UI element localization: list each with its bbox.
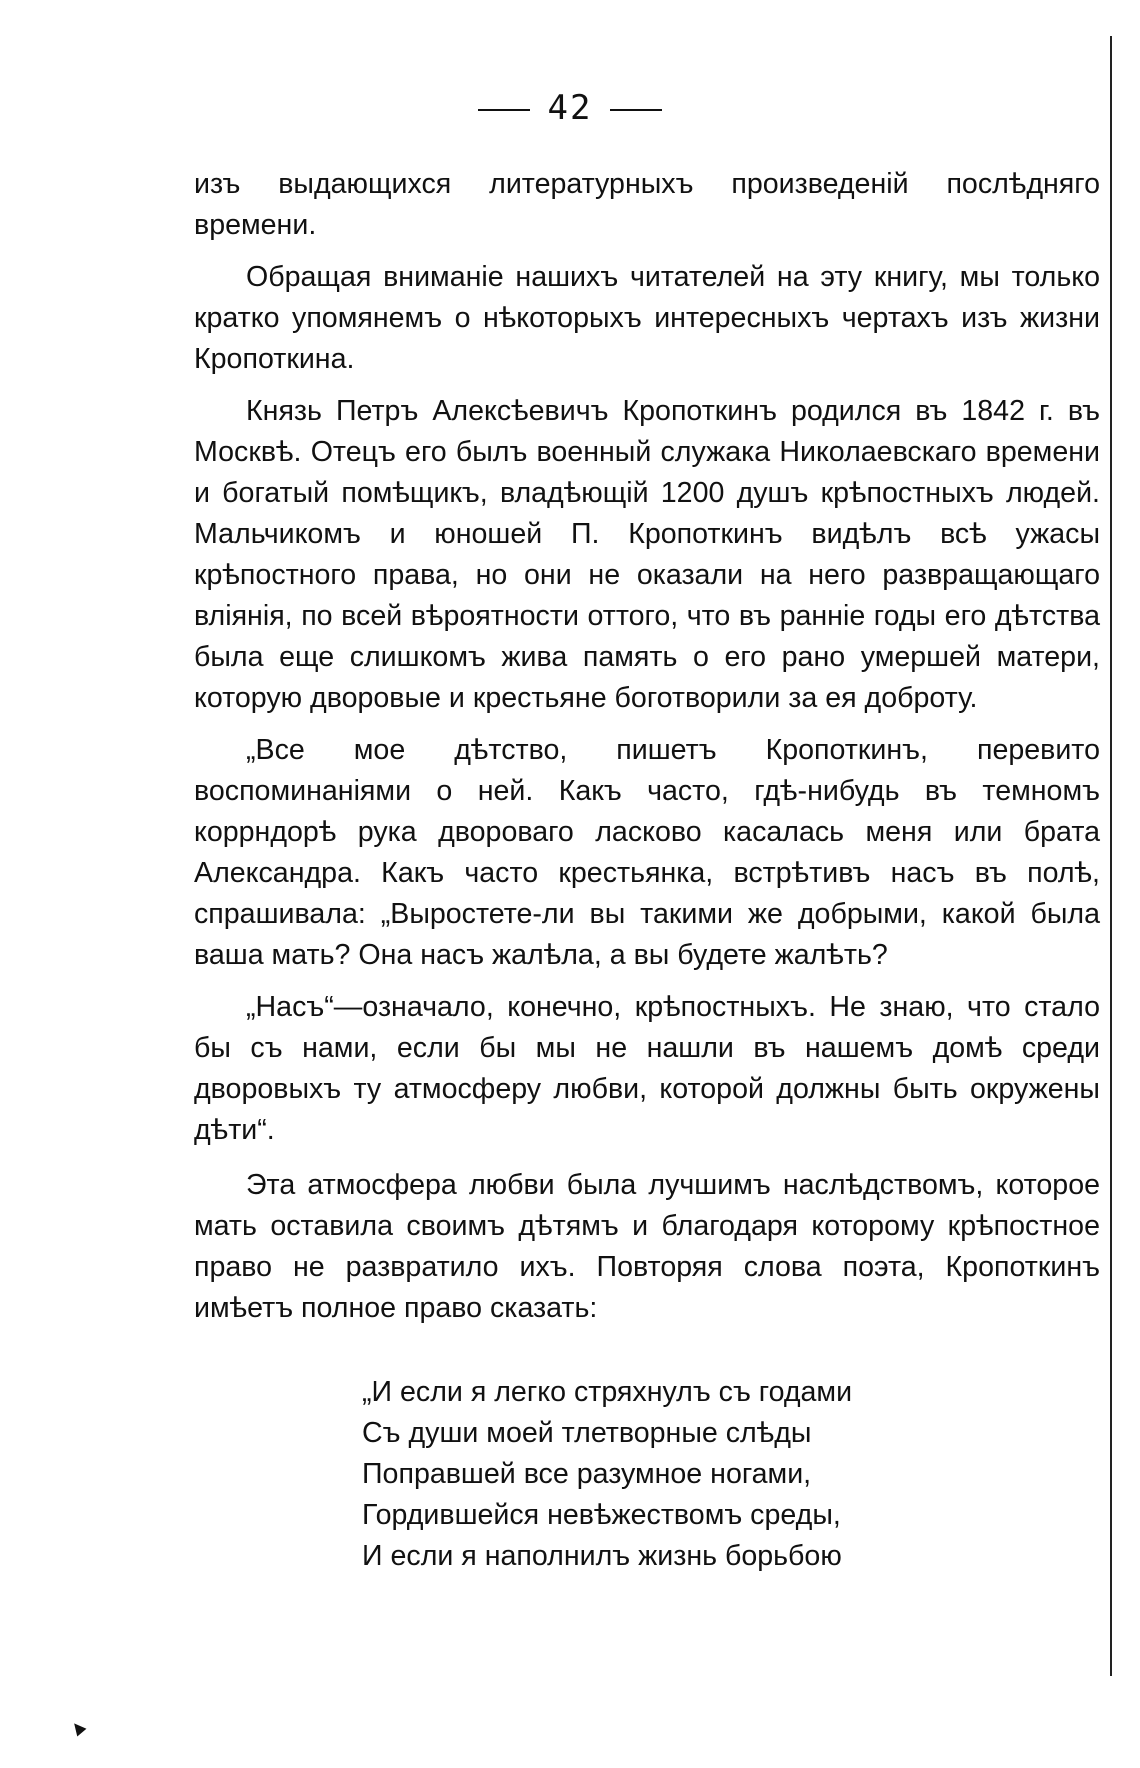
paragraph-quote-serfs: „Насъ“—означало, конечно, крѣпостныхъ. Не знаю, что стало бы съ нами, если бы мы не нашли въ нашемъ домѣ среди дворовыхъ ту атмосферу любви, которой должны быть окружены дѣти“. <box>194 991 1100 1146</box>
paragraph-continuation: изъ выдающихся литературныхъ произведенiй послѣдняго времени. <box>194 168 1100 241</box>
page-number: 42 <box>547 88 593 128</box>
header-dash-left <box>478 109 530 111</box>
paragraph-book-intro: Обращая вниманiе нашихъ читателей на эту книгу, мы только кратко упомянемъ о нѣкоторыхъ интересныхъ чертахъ изъ жизни Кропоткина. <box>194 261 1100 375</box>
poem-line: Поправшей все разумное ногами, <box>362 1458 812 1490</box>
poem-line: Съ души моей тлетворные слѣды <box>362 1417 812 1449</box>
poem-line: „И если я легко стряхнулъ съ годами <box>362 1376 853 1408</box>
body-text <box>194 164 1100 1329</box>
poem-line: Гордившейся невѣжествомъ среды, <box>362 1499 841 1531</box>
poem-quote <box>362 1372 852 1577</box>
poem-line: И если я наполнилъ жизнь борьбою <box>362 1540 842 1572</box>
paragraph-biography: Князь Петръ Алексѣевичъ Кропоткинъ родился въ 1842 г. въ Москвѣ. Отецъ его былъ военный служака Николаевскаго времени и богатый помѣщикъ, владѣющiй 1200 душъ крѣпостныхъ людей. Мальчикомъ и юношей П. Кропоткинъ видѣлъ всѣ ужасы крѣпостного права, но они не оказали на него развращающаго влiянiя, по всей вѣроятности оттого, что въ раннiе годы его дѣтства была еще слишкомъ жива память о его рано умершей матери, которую дворовые и крестьяне боготворили за ея доброту. <box>194 395 1100 714</box>
page-header <box>0 88 1140 128</box>
header-dash-right <box>610 109 662 111</box>
paragraph-inheritance: Эта атмосфера любви была лучшимъ наслѣдствомъ, которое мать оставила своимъ дѣтямъ и благодаря которому крѣпостное право не развратило ихъ. Повторяя слова поэта, Кропоткинъ имѣетъ полное право сказать: <box>194 1169 1100 1324</box>
page-edge-rule <box>1110 36 1112 1676</box>
print-mark-icon <box>70 1720 87 1737</box>
paragraph-quote-childhood: „Все мое дѣтство, пишетъ Кропоткинъ, перевито воспоминанiями о ней. Какъ часто, гдѣ-нибудь въ темномъ коррндорѣ рука двороваго ласково касалась меня или брата Александра. Какъ часто крестьянка, встрѣтивъ насъ въ полѣ, спрашивала: „Выростете-ли вы такими же добрыми, какой была ваша мать? Она насъ жалѣла, а вы будете жалѣть? <box>194 734 1100 971</box>
